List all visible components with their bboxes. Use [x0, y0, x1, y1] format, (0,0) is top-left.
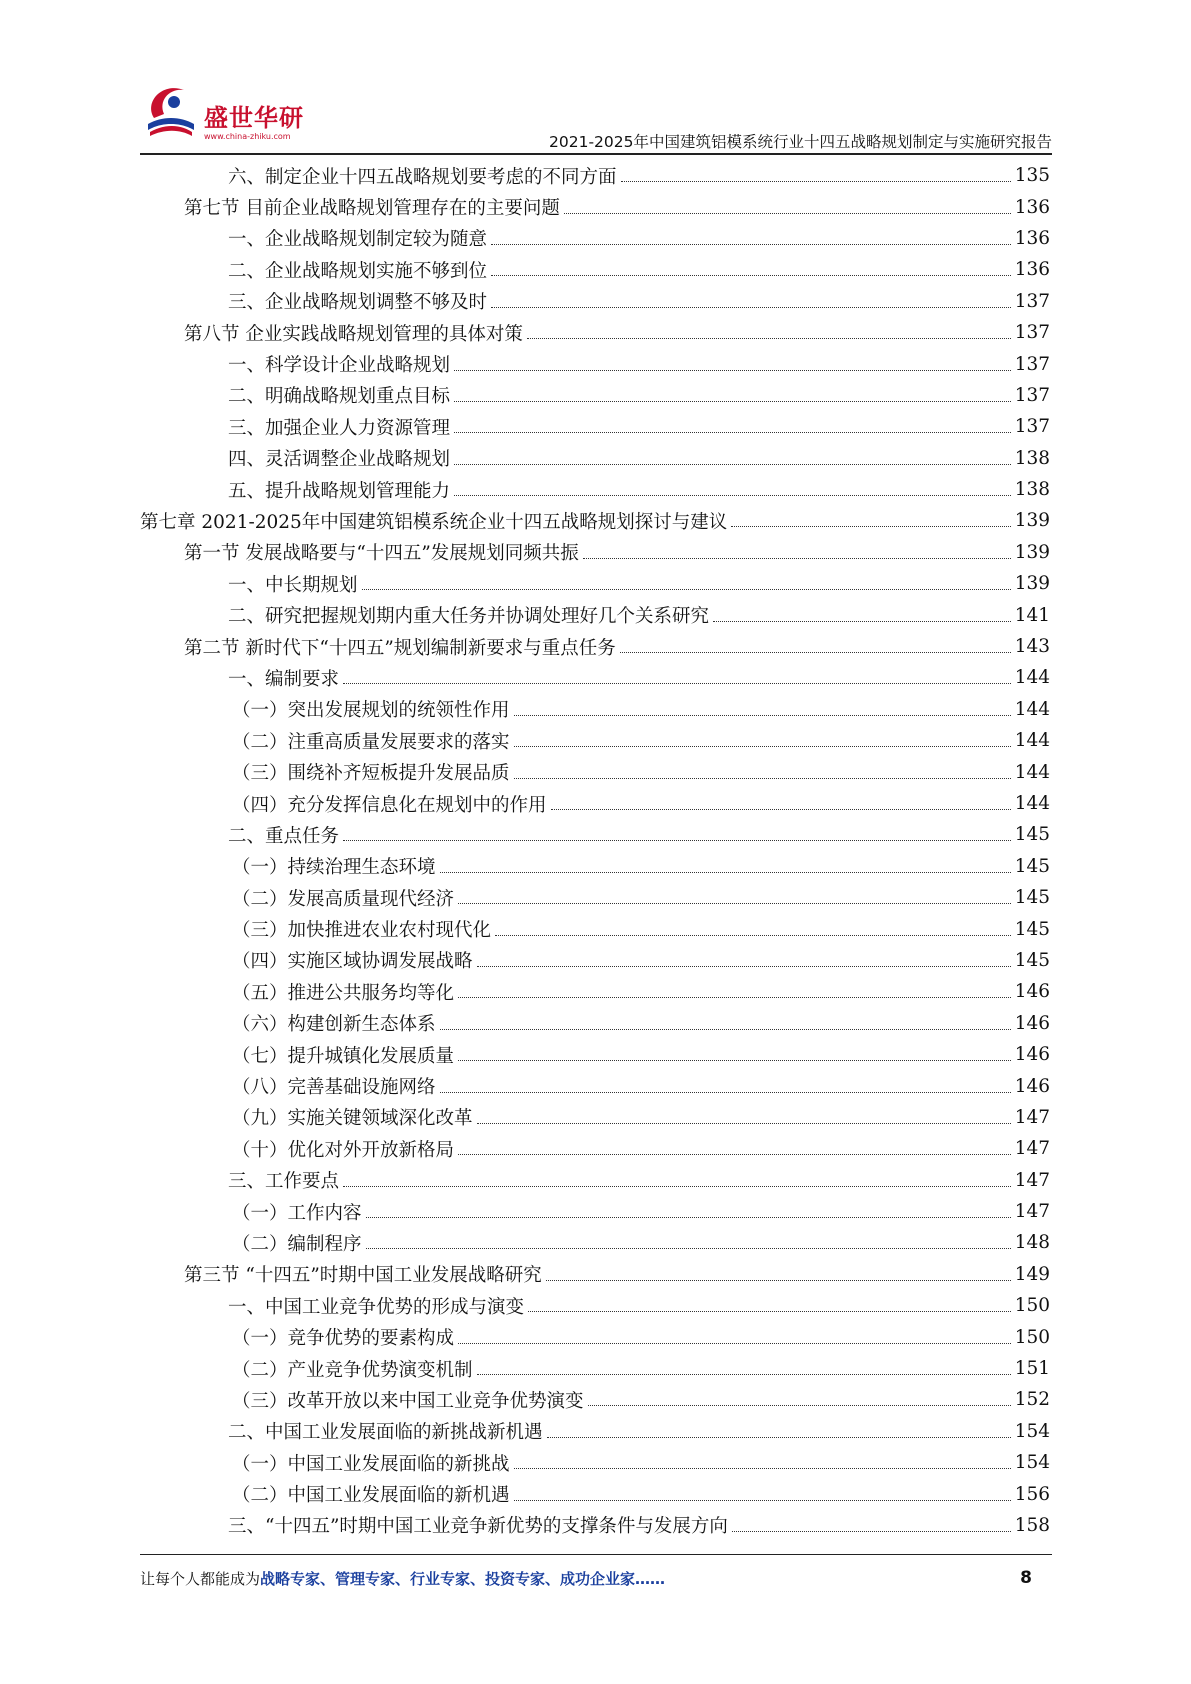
toc-entry-title: （三）围绕补齐短板提升发展品质	[232, 759, 512, 785]
toc-entry-title: （二）编制程序	[232, 1230, 364, 1256]
toc-dot-leader	[440, 1029, 1011, 1030]
toc-entry-page: 148	[1014, 1232, 1050, 1254]
toc-entry[interactable]	[140, 380, 1050, 411]
toc-dot-leader	[362, 589, 1011, 590]
toc-dot-leader	[491, 275, 1011, 276]
toc-entry-page: 138	[1014, 447, 1050, 469]
toc-entry-page: 150	[1014, 1295, 1050, 1317]
toc-dot-leader	[514, 778, 1011, 779]
header-divider	[140, 153, 1052, 155]
toc-entry[interactable]	[140, 694, 1050, 725]
footer-slogan-prefix: 让每个人都能成为	[140, 1570, 261, 1588]
toc-entry-page: 144	[1014, 698, 1050, 720]
toc-entry-title: 二、企业战略规划实施不够到位	[228, 257, 489, 283]
toc-entry-title: （一）中国工业发展面临的新挑战	[232, 1450, 512, 1476]
toc-entry[interactable]	[140, 1510, 1050, 1541]
logo-emblem-icon	[140, 80, 202, 142]
toc-dot-leader	[477, 966, 1011, 967]
toc-dot-leader	[458, 997, 1011, 998]
toc-entry[interactable]	[140, 317, 1050, 348]
toc-entry[interactable]	[140, 160, 1050, 191]
page-header	[140, 80, 1052, 156]
toc-entry-page: 145	[1014, 949, 1050, 971]
toc-entry-page: 136	[1014, 196, 1050, 218]
toc-entry-page: 150	[1014, 1326, 1050, 1348]
toc-entry-title: 三、企业战略规划调整不够及时	[228, 288, 489, 314]
toc-entry-title: （三）改革开放以来中国工业竞争优势演变	[232, 1387, 586, 1413]
toc-entry[interactable]	[140, 537, 1050, 568]
toc-dot-leader	[454, 401, 1011, 402]
toc-entry-title: （四）实施区域协调发展战略	[232, 947, 475, 973]
toc-dot-leader	[621, 181, 1011, 182]
toc-entry-page: 156	[1014, 1483, 1050, 1505]
toc-dot-leader	[366, 1217, 1011, 1218]
toc-entry[interactable]	[140, 1133, 1050, 1164]
toc-dot-leader	[546, 1280, 1011, 1281]
toc-dot-leader	[491, 244, 1011, 245]
toc-dot-leader	[731, 526, 1010, 527]
toc-entry[interactable]	[140, 1259, 1050, 1290]
toc-entry[interactable]	[140, 223, 1050, 254]
toc-entry-title: 二、研究把握规划期内重大任务并协调处理好几个关系研究	[228, 602, 711, 628]
logo-url: www.china-zhiku.com	[204, 132, 291, 141]
toc-entry-title: （一）竞争优势的要素构成	[232, 1324, 456, 1350]
toc-entry-title: 三、工作要点	[228, 1167, 341, 1193]
toc-entry-title: （四）充分发挥信息化在规划中的作用	[232, 791, 549, 817]
toc-entry-title: 三、“十四五”时期中国工业竞争新优势的支撑条件与发展方向	[228, 1512, 730, 1538]
toc-entry[interactable]	[140, 1070, 1050, 1101]
toc-dot-leader	[454, 432, 1011, 433]
toc-dot-leader	[564, 213, 1011, 214]
toc-entry[interactable]	[140, 254, 1050, 285]
toc-entry-title: 第八节 企业实践战略规划管理的具体对策	[184, 320, 525, 346]
toc-dot-leader	[732, 1531, 1011, 1532]
toc-entry-title: （二）发展高质量现代经济	[232, 885, 456, 911]
toc-dot-leader	[620, 652, 1011, 653]
toc-dot-leader	[343, 1186, 1011, 1187]
toc-entry-page: 145	[1014, 887, 1050, 909]
toc-entry[interactable]	[140, 1478, 1050, 1509]
toc-entry[interactable]	[140, 976, 1050, 1007]
toc-entry-page: 136	[1014, 259, 1050, 281]
toc-entry-title: 第七节 目前企业战略规划管理存在的主要问题	[184, 194, 562, 220]
toc-entry-title: （八）完善基础设施网络	[232, 1073, 438, 1099]
toc-entry-page: 136	[1014, 227, 1050, 249]
toc-entry-page: 144	[1014, 667, 1050, 689]
toc-entry-title: 一、中长期规划	[228, 571, 360, 597]
page-number: 8	[1020, 1568, 1032, 1588]
toc-entry-page: 158	[1014, 1514, 1050, 1536]
toc-entry[interactable]	[140, 788, 1050, 819]
toc-entry-title: （一）突出发展规划的统领性作用	[232, 696, 512, 722]
toc-entry-title: （七）提升城镇化发展质量	[232, 1042, 456, 1068]
toc-entry-title: 四、灵活调整企业战略规划	[228, 445, 452, 471]
toc-dot-leader	[491, 307, 1011, 308]
toc-entry[interactable]	[140, 191, 1050, 222]
toc-entry-title: 一、编制要求	[228, 665, 341, 691]
toc-dot-leader	[514, 1500, 1011, 1501]
logo-name: 盛世华研	[204, 104, 304, 132]
toc-entry-title: （一）持续治理生态环境	[232, 853, 438, 879]
toc-entry[interactable]	[140, 945, 1050, 976]
toc-dot-leader	[477, 1123, 1011, 1124]
toc-dot-leader	[547, 1437, 1011, 1438]
toc-entry-page: 144	[1014, 793, 1050, 814]
toc-entry[interactable]	[140, 913, 1050, 944]
toc-entry-title: 一、中国工业竞争优势的形成与演变	[228, 1293, 526, 1319]
toc-entry[interactable]	[140, 851, 1050, 882]
footer-divider	[140, 1554, 1052, 1555]
toc-dot-leader	[440, 1092, 1011, 1093]
toc-entry-page: 137	[1014, 384, 1050, 406]
toc-dot-leader	[514, 1468, 1011, 1469]
toc-entry[interactable]	[140, 568, 1050, 599]
toc-entry[interactable]	[140, 1416, 1050, 1447]
toc-entry-page: 151	[1014, 1358, 1050, 1380]
toc-dot-leader	[454, 464, 1011, 465]
toc-entry-title: 一、科学设计企业战略规划	[228, 351, 452, 377]
toc-entry[interactable]	[140, 756, 1050, 787]
toc-entry-title: （三）加快推进农业农村现代化	[232, 916, 493, 942]
toc-entry-title: 二、重点任务	[228, 822, 341, 848]
toc-dot-leader	[458, 1060, 1011, 1061]
toc-entry[interactable]	[140, 1447, 1050, 1478]
toc-entry-title: 五、提升战略规划管理能力	[228, 477, 452, 503]
toc-dot-leader	[458, 1154, 1011, 1155]
toc-dot-leader	[440, 872, 1011, 873]
toc-entry-page: 146	[1014, 1075, 1050, 1097]
toc-entry-page: 139	[1014, 573, 1050, 595]
toc-entry[interactable]	[140, 505, 1050, 536]
toc-entry[interactable]	[140, 1039, 1050, 1070]
toc-entry-page: 137	[1014, 353, 1050, 375]
toc-entry-page: 147	[1014, 1201, 1050, 1223]
toc-entry-page: 154	[1014, 1452, 1050, 1474]
toc-entry[interactable]	[140, 819, 1050, 850]
toc-entry-page: 139	[1014, 510, 1050, 532]
toc-entry[interactable]	[140, 882, 1050, 913]
toc-entry[interactable]	[140, 725, 1050, 756]
toc-entry-page: 143	[1014, 636, 1050, 658]
toc-dot-leader	[588, 1405, 1011, 1406]
toc-dot-leader	[495, 935, 1011, 936]
toc-entry-title: （九）实施关键领域深化改革	[232, 1104, 475, 1130]
toc-entry-page: 144	[1014, 730, 1050, 752]
table-of-contents	[140, 160, 1050, 1541]
toc-entry[interactable]	[140, 411, 1050, 442]
toc-entry-title: 二、中国工业发展面临的新挑战新机遇	[228, 1418, 545, 1444]
toc-dot-leader	[551, 809, 1011, 810]
toc-entry-page: 139	[1014, 541, 1050, 563]
toc-entry[interactable]	[140, 1290, 1050, 1321]
toc-entry-page: 144	[1014, 761, 1050, 783]
toc-entry-title: 三、加强企业人力资源管理	[228, 414, 452, 440]
toc-entry-title: 六、制定企业十四五战略规划要考虑的不同方面	[228, 163, 619, 189]
toc-entry-title: 第七章 2021-2025年中国建筑铝模系统企业十四五战略规划探讨与建议	[140, 508, 729, 534]
toc-entry-page: 135	[1014, 165, 1050, 187]
toc-entry[interactable]	[140, 599, 1050, 630]
toc-dot-leader	[514, 746, 1011, 747]
toc-entry-page: 146	[1014, 981, 1050, 1003]
toc-entry-title: （二）中国工业发展面临的新机遇	[232, 1481, 512, 1507]
footer-slogan-highlight: 战略专家、管理专家、行业专家、投资专家、成功企业家……	[260, 1570, 666, 1588]
toc-entry-page: 147	[1014, 1106, 1050, 1128]
toc-entry-page: 138	[1014, 479, 1050, 501]
toc-entry-page: 152	[1014, 1389, 1050, 1411]
toc-entry-page: 146	[1014, 1012, 1050, 1034]
toc-entry[interactable]	[140, 662, 1050, 693]
toc-entry-page: 137	[1014, 416, 1050, 438]
toc-entry[interactable]	[140, 631, 1050, 662]
company-logo	[140, 80, 310, 148]
toc-entry-title: （二）注重高质量发展要求的落实	[232, 728, 512, 754]
toc-dot-leader	[477, 1374, 1011, 1375]
toc-dot-leader	[528, 1311, 1011, 1312]
toc-dot-leader	[527, 338, 1011, 339]
toc-entry-page: 137	[1014, 322, 1050, 344]
toc-entry-title: 第二节 新时代下“十四五”规划编制新要求与重点任务	[184, 634, 618, 660]
toc-dot-leader	[458, 903, 1011, 904]
toc-entry[interactable]	[140, 474, 1050, 505]
toc-entry[interactable]	[140, 1384, 1050, 1415]
toc-entry-page: 145	[1014, 824, 1050, 846]
toc-entry-page: 149	[1014, 1263, 1050, 1285]
toc-entry-title: 一、企业战略规划制定较为随意	[228, 225, 489, 251]
toc-dot-leader	[713, 621, 1011, 622]
toc-entry[interactable]	[140, 1102, 1050, 1133]
toc-entry-page: 147	[1014, 1169, 1050, 1191]
toc-entry-page: 154	[1014, 1420, 1050, 1442]
toc-dot-leader	[583, 558, 1011, 559]
toc-entry[interactable]	[140, 1227, 1050, 1258]
toc-entry-page: 146	[1014, 1044, 1050, 1066]
toc-entry-title: （五）推进公共服务均等化	[232, 979, 456, 1005]
toc-entry-page: 145	[1014, 855, 1050, 877]
toc-entry[interactable]	[140, 1321, 1050, 1352]
toc-entry-title: （六）构建创新生态体系	[232, 1010, 438, 1036]
toc-entry[interactable]	[140, 348, 1050, 379]
toc-dot-leader	[343, 840, 1011, 841]
toc-entry-title: （二）产业竞争优势演变机制	[232, 1356, 475, 1382]
page-footer	[140, 1568, 1052, 1598]
toc-entry-title: 二、明确战略规划重点目标	[228, 382, 452, 408]
toc-dot-leader	[454, 370, 1011, 371]
toc-entry[interactable]	[140, 286, 1050, 317]
toc-entry-title: 第一节 发展战略要与“十四五”发展规划同频共振	[184, 539, 581, 565]
toc-entry-page: 141	[1014, 604, 1050, 626]
toc-entry-page: 137	[1014, 290, 1050, 312]
toc-entry[interactable]	[140, 1008, 1050, 1039]
toc-entry-page: 145	[1014, 918, 1050, 940]
toc-entry-page: 147	[1014, 1138, 1050, 1160]
toc-entry-title: 第三节 “十四五”时期中国工业发展战略研究	[184, 1261, 544, 1287]
toc-entry[interactable]	[140, 1196, 1050, 1227]
toc-dot-leader	[343, 683, 1011, 684]
toc-dot-leader	[454, 495, 1011, 496]
toc-entry[interactable]	[140, 1353, 1050, 1384]
toc-entry-title: （十）优化对外开放新格局	[232, 1136, 456, 1162]
report-title: 2021-2025年中国建筑铝模系统行业十四五战略规划制定与实施研究报告	[549, 133, 1052, 151]
toc-entry-title: （一）工作内容	[232, 1199, 364, 1225]
toc-entry[interactable]	[140, 443, 1050, 474]
toc-dot-leader	[514, 715, 1011, 716]
toc-dot-leader	[366, 1248, 1011, 1249]
toc-entry[interactable]	[140, 1165, 1050, 1196]
toc-dot-leader	[458, 1343, 1011, 1344]
